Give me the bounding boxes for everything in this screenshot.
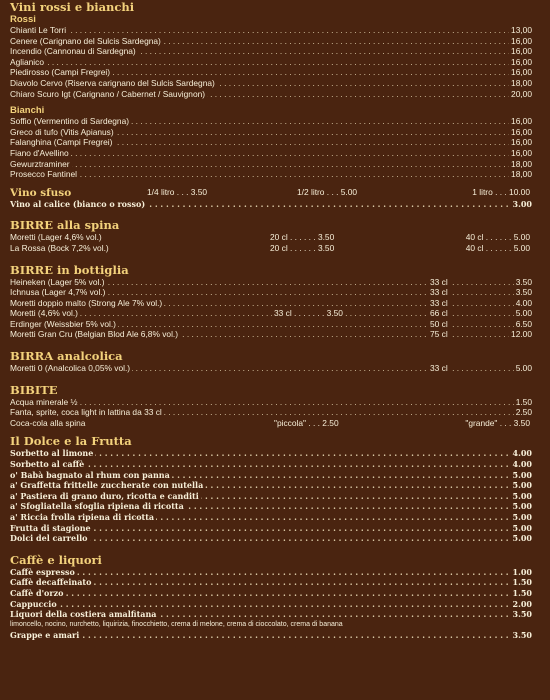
menu-item-name: Caffè decaffeinato	[10, 577, 92, 588]
menu-item-row	[10, 512, 532, 523]
menu-item-name: o' Babà bagnato al rhum con panna	[10, 469, 170, 480]
bibite-acqua-row	[10, 397, 532, 408]
bibite-fanta-row	[10, 407, 532, 418]
rossi-subtitle: Rossi	[10, 14, 36, 25]
beer-row	[10, 308, 532, 319]
birra-analcolica-list	[10, 363, 532, 374]
menu-item-price: 5.00	[512, 469, 532, 480]
menu-item-price: 20,00	[511, 88, 532, 99]
menu-item-name: Diavolo Cervo (Riserva carignano del Sulcis Sardegna)	[10, 77, 215, 88]
menu-item-price: 5.00	[512, 490, 532, 501]
bibite-coca-row	[10, 418, 532, 429]
menu-item-row	[10, 116, 532, 127]
vino-calice-price: 3.00	[512, 198, 532, 209]
menu-item-name: Gewurztraminer	[10, 158, 70, 169]
menu-item-price: 16,00	[511, 46, 532, 57]
bibite-fanta-name: Fanta, sprite, coca light in lattina da 33 cl	[10, 407, 162, 418]
beer-size: 33 cl	[430, 297, 448, 308]
liquori-note	[10, 620, 532, 631]
menu-item-row	[10, 533, 532, 544]
menu-item-name: Falanghina (Campi Fregrei)	[10, 137, 113, 148]
birre-spina-title: BIRRE alla spina	[10, 218, 120, 233]
wine-section-title: Vini rossi e bianchi	[10, 0, 135, 14]
vino-sfuso-quarter: 1/4 litro . . . 3.50	[147, 186, 208, 197]
rossi-list	[10, 25, 532, 99]
menu-item-name: Piedirosso (Campi Fregrei)	[10, 67, 111, 78]
beer-size: 33 cl	[430, 363, 448, 374]
menu-item-row	[10, 25, 532, 36]
menu-item-name: Aglianico	[10, 56, 44, 67]
bianchi-subtitle: Bianchi	[10, 105, 45, 117]
menu-item-price: 16,00	[511, 147, 532, 158]
beer-mid-size: 33 cl . . . . . . . 3.50	[274, 308, 343, 319]
menu-item-price: 5.00	[512, 533, 532, 544]
beer-name: Moretti 0 (Analcolica 0,05% vol.)	[10, 363, 131, 374]
menu-item-price: 18,00	[511, 77, 532, 88]
beer-name: Heineken (Lager 5% vol.)	[10, 276, 105, 287]
caffe-title: Caffè e liquori	[10, 552, 102, 567]
beer-row	[10, 243, 532, 254]
menu-item-price: 2.00	[512, 598, 532, 609]
birra-analcolica-title: BIRRA analcolica	[10, 349, 123, 364]
beer-row	[10, 329, 532, 340]
beer-name: Moretti doppio malto (Strong Ale 7% vol.)	[10, 297, 163, 308]
beer-size: 33 cl	[430, 276, 448, 287]
menu-item-row	[10, 36, 532, 47]
menu-item-row	[10, 148, 532, 159]
menu-item-name: a' Riccia frolla ripiena di ricotta	[10, 512, 155, 522]
menu-item-row	[10, 78, 532, 89]
beer-name: Erdinger (Weissbier 5% vol.)	[10, 318, 116, 329]
grappe-row	[10, 630, 532, 641]
menu-item-price: 13,00	[511, 25, 532, 35]
beer-size-small: 20 cl . . . . . . 3.50	[270, 232, 335, 243]
bianchi-list	[10, 116, 532, 180]
beer-size-large: 40 cl . . . . . . 5.00	[465, 232, 530, 243]
grappe-price: 3.50	[512, 630, 532, 641]
beer-size-large: 40 cl . . . . . . 5.00	[465, 242, 530, 253]
dolce-list	[10, 448, 532, 543]
menu-item-price: 1.50	[512, 577, 532, 588]
bibite-acqua-price: 1.50	[515, 396, 532, 407]
menu-item-price: 1.00	[512, 566, 532, 577]
menu-item-row	[10, 609, 532, 620]
menu-item-price: 5.00	[512, 501, 532, 512]
bibite-coca-piccola: "piccola" . . . 2.50	[274, 417, 339, 428]
beer-size-small: 20 cl . . . . . . 3.50	[270, 242, 335, 253]
beer-size: 33 cl	[430, 287, 448, 298]
menu-item-row	[10, 491, 532, 502]
menu-item-row	[10, 127, 532, 138]
menu-item-row	[10, 577, 532, 588]
menu-item-row	[10, 46, 532, 57]
beer-size: 50 cl	[430, 318, 448, 329]
beer-price: 3.50	[515, 276, 532, 287]
menu-item-name: Frutta di stagione	[10, 522, 91, 533]
menu-item-name: a' Sfogliatella sfoglia ripiena di ricotta	[10, 501, 184, 512]
menu-item-price: 16,00	[511, 126, 532, 137]
menu-item-name: Cenere (Carignano del Sulcis Sardegna)	[10, 35, 161, 46]
beer-name: Moretti (4,6% vol.)	[10, 308, 78, 319]
menu-item-price: 18,00	[511, 169, 532, 180]
menu-item-row	[10, 470, 532, 481]
menu-item-name: a' Pastiera di grano duro, ricotta e canditi	[10, 490, 199, 501]
menu-item-price: 3.50	[512, 609, 532, 620]
bibite-title: BIBITE	[10, 382, 58, 397]
beer-price: 4.00	[515, 297, 532, 308]
grappe-name: Grappe e amari	[10, 630, 80, 641]
menu-item-name: Sorbetto al limone	[10, 448, 94, 459]
menu-item-name: Fiano d'Avellino	[10, 147, 69, 158]
birre-spina-list	[10, 232, 532, 253]
beer-row	[10, 319, 532, 330]
menu-item-name: Soffio (Vermentino di Sardegna)	[10, 116, 130, 127]
menu-item-name: Dolci del carrello	[10, 533, 88, 544]
menu-item-price: 4.00	[512, 448, 532, 459]
birre-bottiglia-title: BIRRE in bottiglia	[10, 262, 129, 277]
beer-name: Moretti (Lager 4,6% vol.)	[10, 232, 102, 243]
beer-row	[10, 232, 532, 243]
beer-row	[10, 287, 532, 298]
menu-item-row	[10, 67, 532, 78]
liquori-note-text: limoncello, nocino, nurchetto, liquirizia, finocchietto, crema di melone, crema di cioccolato, crema di banana	[10, 620, 345, 631]
caffe-list	[10, 567, 532, 620]
menu-item-name: Incendio (Cannonau di Sardegna)	[10, 46, 136, 57]
menu-item-row	[10, 523, 532, 534]
beer-size: 75 cl	[430, 329, 448, 340]
menu-item-row	[10, 57, 532, 68]
vino-sfuso-title: Vino sfuso	[10, 186, 72, 199]
vino-sfuso-row	[10, 186, 532, 199]
menu-item-row	[10, 159, 532, 170]
menu-item-price: 18,00	[511, 158, 532, 169]
menu-item-name: Greco di tufo (Vitis Apianus)	[10, 126, 114, 137]
menu-item-name: Prosecco Fantinel	[10, 169, 78, 180]
vino-sfuso-litre: 1 litro . . . 10.00	[472, 186, 530, 197]
beer-row	[10, 363, 532, 374]
menu-item-row	[10, 169, 532, 180]
menu-item-row	[10, 588, 532, 599]
menu-item-price: 16,00	[511, 56, 532, 67]
menu-item-price: 1.50	[512, 587, 532, 598]
menu-item-row	[10, 89, 532, 100]
vino-sfuso-half: 1/2 litro . . . 5.00	[297, 186, 358, 197]
vino-calice-label: Vino al calice (bianco o rosso)	[10, 198, 146, 209]
menu-item-name: Liquori della costiera amalfitana	[10, 609, 157, 620]
menu-item-price: 4.00	[512, 459, 532, 470]
menu-item-name: Chianti Le Torri	[10, 25, 67, 35]
dolce-title: Il Dolce e la Frutta	[10, 434, 132, 449]
beer-row	[10, 277, 532, 288]
menu-item-row	[10, 480, 532, 491]
menu-item-price: 16,00	[511, 116, 532, 127]
beer-price: 6.50	[515, 318, 532, 329]
menu-item-row	[10, 459, 532, 470]
menu-item-name: Chiaro Scuro Igt (Carignano / Cabernet / Sauvignon)	[10, 88, 206, 99]
bibite-fanta-price: 2.50	[515, 407, 532, 418]
menu-item-row	[10, 567, 532, 578]
beer-price: 3.50	[515, 287, 532, 298]
beer-name: Moretti Gran Cru (Belgian Blod Ale 6,8% vol.)	[10, 329, 179, 340]
menu-item-name: Caffè espresso	[10, 566, 75, 577]
vino-calice-row	[10, 199, 532, 210]
menu-item-row	[10, 501, 532, 512]
bibite-acqua-name: Acqua minerale ½	[10, 396, 78, 407]
menu-item-price: 16,00	[511, 67, 532, 78]
menu-item-name: Caffè d'orzo	[10, 587, 64, 598]
beer-name: La Rossa (Bock 7,2% vol.)	[10, 242, 109, 253]
bibite-coca-grande: "grande" . . . 3.50	[465, 417, 530, 428]
menu-item-name: Cappuccio	[10, 598, 57, 609]
menu-item-row	[10, 137, 532, 148]
menu-item-price: 5.00	[512, 480, 532, 491]
beer-name: Ichnusa (Lager 4,7% vol.)	[10, 287, 106, 298]
beer-price: 12.00	[511, 329, 532, 340]
menu-item-name: a' Graffetta frittelle zuccherate con nutella	[10, 480, 204, 491]
menu-item-price: 5.00	[512, 522, 532, 533]
beer-price: 5.00	[515, 363, 532, 374]
menu-item-name: Sorbetto al caffè	[10, 459, 85, 470]
menu-item-row	[10, 448, 532, 459]
menu-item-price: 16,00	[511, 35, 532, 46]
menu-item-row	[10, 599, 532, 610]
beer-size: 66 cl	[430, 308, 448, 319]
menu-item-price: 5.00	[512, 512, 532, 522]
beer-row	[10, 298, 532, 309]
beer-price: 5.00	[515, 308, 532, 319]
bibite-coca-name: Coca-cola alla spina	[10, 417, 86, 428]
birre-bottiglia-list	[10, 277, 532, 341]
menu-item-price: 16,00	[511, 137, 532, 148]
